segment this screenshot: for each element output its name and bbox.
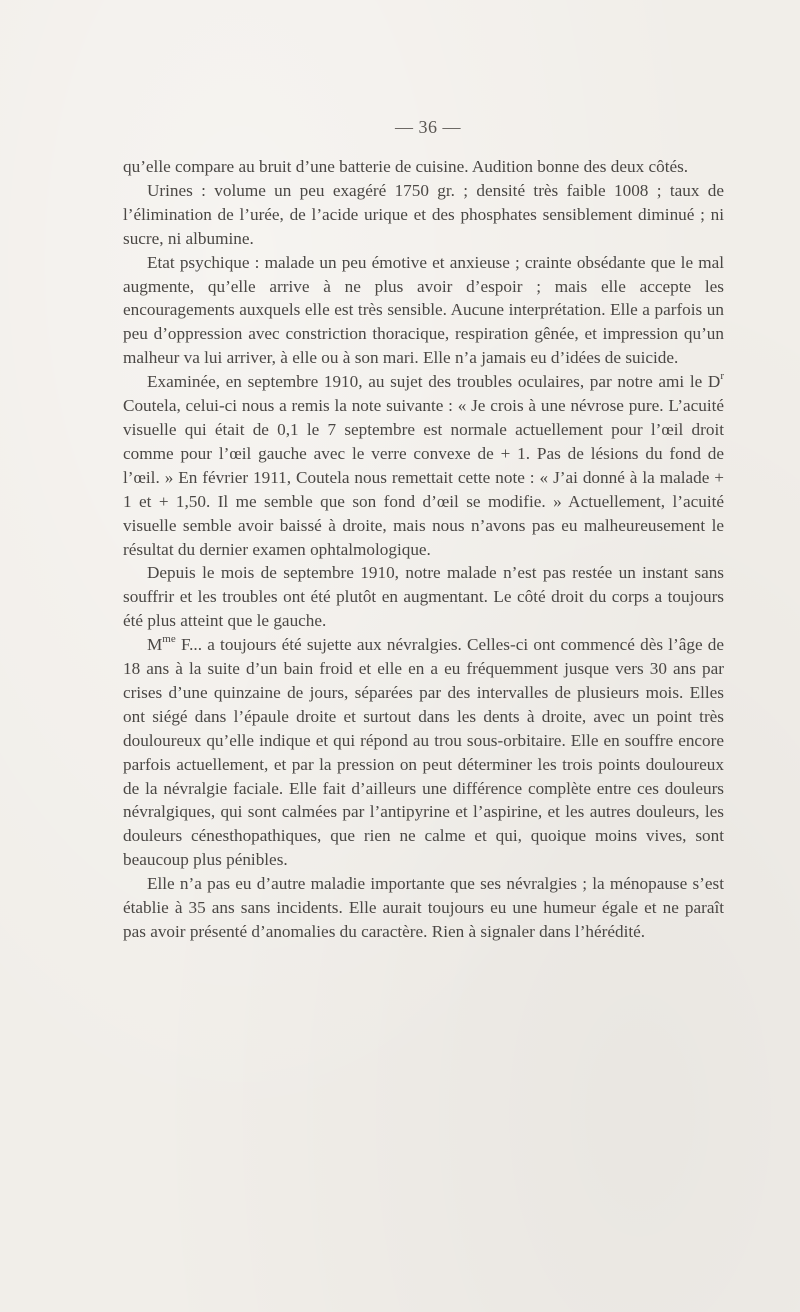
page-number: — 36 —	[395, 117, 461, 137]
paragraph-examen-oculaire	[123, 370, 724, 561]
body-text	[123, 155, 724, 944]
paragraph-etat-psychique: Etat psychique : malade un peu émotive et anxieuse ; crainte obsédante que le mal augmente, qu’elle arrive à ne plus avoir d’espoir ; mais elle accepte les encouragements auxquels elle est très sensible. Aucune interprétation. Elle a parfois un peu d’oppression avec constriction thoracique, respiration gênée, et impression qu’un malheur va lui arriver, à elle ou à son mari. Elle n’a jamais eu d’idées de suicide.	[123, 252, 724, 368]
paragraph-nevralgies-part2: F... a toujours été sujette aux névralgies. Celles-ci ont commencé dès l’âge de 18 ans à la suite d’un bain froid et elle en a eu fréquemment jusque vers 30 ans par crises d’une quinzaine de jours, séparées par des intervalles de plusieurs mois. Elles ont siégé dans l’épaule droite et surtout dans les dents à droite, avec un point très douloureux qu’elle indique et qui répond au trou sous-orbitaire. Elle en souffre encore parfois actuellement, et par la pression on peut déterminer les trois points douloureux de la névralgie faciale. Elle fait d’ailleurs une différence complète entre ces douleurs névralgiques, qui sont calmées par l’antipyrine et l’aspirine, et les autres douleurs, les douleurs cénesthopathiques, que rien ne calme et qui, quoique moins vives, sont beaucoup plus pénibles.	[123, 635, 724, 870]
doctor-abbrev-superscript: r	[720, 370, 724, 383]
paragraph-examen-oculaire-part1: Examinée, en septembre 1910, au sujet des troubles oculaires, par notre ami le D	[147, 372, 721, 392]
paragraph-nevralgies-part1: M	[147, 635, 163, 655]
paragraph-examen-oculaire-part2: Coutela, celui-ci nous a remis la note suivante : « Je crois à une névrose pure. L’acuité visuelle qui était de 0,1 le 7 septembre est normale actuellement pour l’œil droit comme pour l’œil gauche avec le verre convexe de + 1. Pas de lésions du fond de l’œil. » En février 1911, Coutela nous remettait cette note : « J’ai donné à la malade + 1 et + 1,50. Il me semble que son fond d’œil se modifie. » Actuellement, l’acuité visuelle semble avoir baissé à droite, mais nous n’avons pas eu malheureusement le résultat du dernier examen ophtalmologique.	[123, 396, 724, 559]
madame-abbrev-superscript: me	[162, 633, 176, 646]
paragraph-nevralgies	[123, 633, 724, 872]
paragraph-urines: Urines : volume un peu exagéré 1750 gr. ; densité très faible 1008 ; taux de l’élimination de l’urée, de l’acide urique et des phosphates sensiblement diminué ; ni sucre, ni albumine.	[123, 180, 724, 248]
paragraph-antecedents: Elle n’a pas eu d’autre maladie importante que ses névralgies ; la ménopause s’est établie à 35 ans sans incidents. Elle aurait toujours eu une humeur égale et ne paraît pas avoir présenté d’anomalies du caractère. Rien à signaler dans l’hérédité.	[123, 874, 724, 941]
paragraph-evolution: Depuis le mois de septembre 1910, notre malade n’est pas restée un instant sans souffrir et les troubles ont été plutôt en augmentant. Le côté droit du corps a toujours été plus atteint que le gauche.	[123, 563, 724, 631]
paragraph-audition: qu’elle compare au bruit d’une batterie de cuisine. Audition bonne des deux côtés.	[123, 157, 689, 176]
